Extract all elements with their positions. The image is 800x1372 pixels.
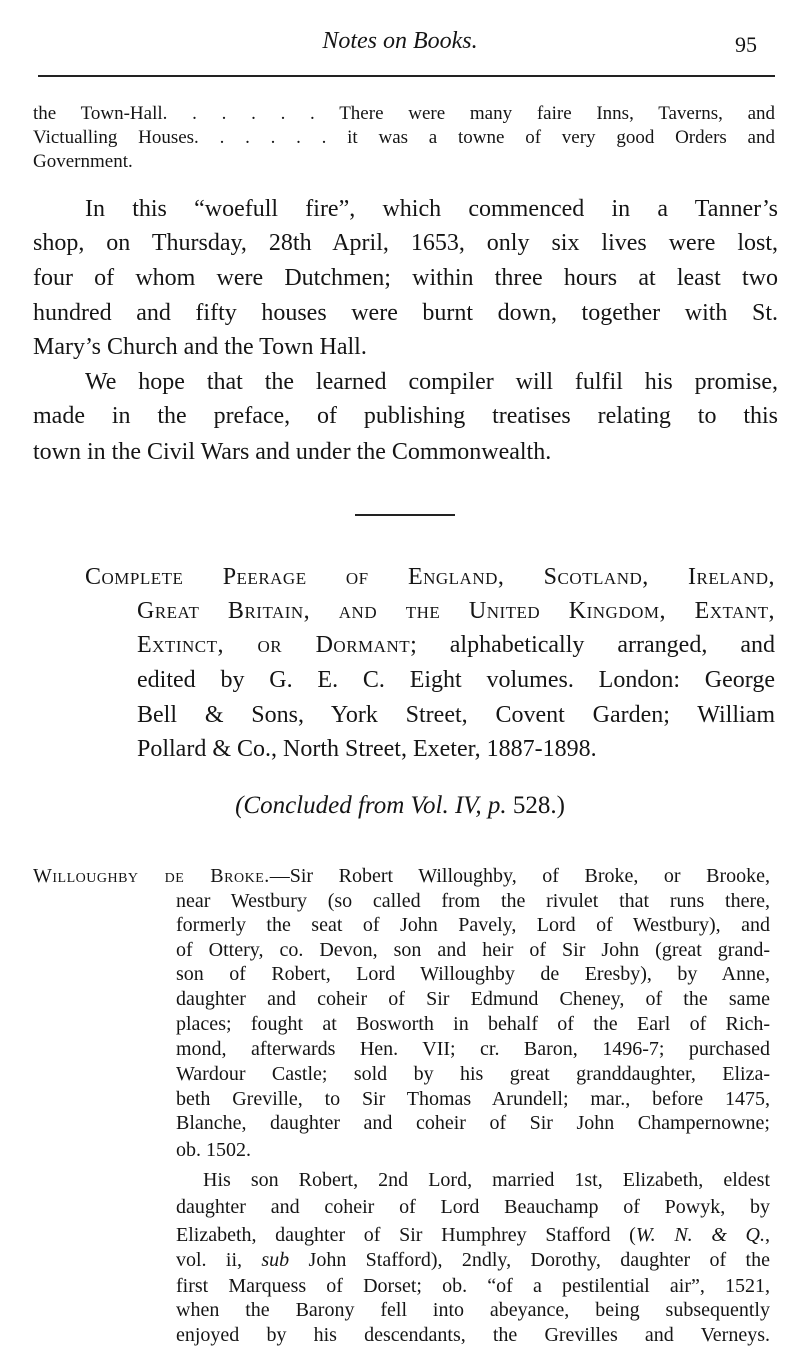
running-head-title: Notes on Books.: [322, 28, 478, 54]
text-run: formerly the seat of John Pavely, Lord of Westbury), and: [176, 914, 770, 936]
concluded-note: [0, 792, 800, 820]
text-run: son of Robert, Lord Willoughby de Eresby), by Anne,: [176, 963, 770, 985]
text-run: near Westbury (so called from the rivulet that runs there,: [176, 890, 770, 912]
text-run: Extinct, or Dormant: [137, 632, 411, 658]
text-run: edited by G. E. C. Eight volumes. London: George: [137, 667, 775, 693]
text-run: daughter and coheir of Sir Edmund Cheney, of the same: [176, 988, 770, 1010]
text-run: Elizabeth, daughter of Sir Humphrey Stafford (: [176, 1224, 636, 1246]
entry-line: [176, 989, 770, 1009]
paragraph-line: Government.: [33, 151, 133, 172]
entry-line: [176, 1014, 770, 1034]
text-run: Willoughby de Broke.: [33, 865, 270, 887]
paragraph-line: In this “woefull fire”, which commenced in a Tanner’s: [85, 196, 778, 222]
text-run: Pollard & Co., North Street, Exeter, 1887-1898.: [137, 736, 597, 762]
paragraph-line: the Town-Hall. . . . . . There were many faire Inns, Taverns, and: [33, 103, 775, 124]
text-run: Complete Peerage of England, Scotland, Ireland,: [85, 564, 775, 590]
text-run: Blanche, daughter and coheir of Sir John Champernowne;: [176, 1112, 770, 1134]
text-run: vol. ii,: [176, 1249, 262, 1271]
entry-line: [176, 1250, 770, 1270]
text-run: 528.): [506, 792, 565, 819]
text-run: Bell & Sons, York Street, Covent Garden; William: [137, 702, 775, 728]
paragraph-line: shop, on Thursday, 28th April, 1653, only six lives were lost,: [33, 230, 778, 256]
book-citation-line: [137, 633, 775, 657]
paragraph-line: hundred and fifty houses were burnt down, together with St.: [33, 300, 778, 326]
text-run: places; fought at Bosworth in behalf of the Earl of Rich-: [176, 1013, 770, 1035]
text-run: of Ottery, co. Devon, son and heir of Sir John (great grand-: [176, 939, 770, 961]
text-run: Great Britain, and the United Kingdom, Extant,: [137, 598, 775, 624]
section-divider: [355, 514, 455, 516]
text-run: W. N. & Q.: [635, 1224, 765, 1246]
book-citation-line: [85, 565, 775, 589]
entry-line: [176, 1276, 770, 1296]
entry-line: [176, 1300, 770, 1320]
paragraph-line: We hope that the learned compiler will fulfil his promise,: [85, 369, 778, 395]
entry-line: [176, 1039, 770, 1059]
entry-line: [176, 1064, 770, 1084]
book-citation-line: [137, 703, 775, 727]
paragraph-line: Victualling Houses. . . . . . it was a towne of very good Orders and: [33, 127, 775, 148]
text-run: ; alphabetically arranged, and: [410, 632, 775, 658]
text-run: —Sir Robert Willoughby, of Broke, or Brooke,: [269, 865, 770, 887]
entry-line: [176, 891, 770, 911]
text-run: daughter and coheir of Lord Beauchamp of Powyk, by: [176, 1196, 770, 1218]
book-citation-line: [137, 668, 775, 692]
paragraph-line: town in the Civil Wars and under the Commonwealth.: [33, 439, 552, 465]
paragraph-line: four of whom were Dutchmen; within three hours at least two: [33, 265, 778, 291]
book-citation-line: [137, 599, 775, 623]
text-run: beth Greville, to Sir Thomas Arundell; mar., before 1475,: [176, 1088, 770, 1110]
book-citation-line: [137, 737, 775, 761]
entry-line: [176, 964, 770, 984]
entry-line: [176, 1113, 770, 1133]
text-run: p.: [487, 792, 507, 819]
entry-line: [176, 1225, 770, 1245]
text-run: (Concluded from Vol. IV,: [235, 792, 488, 819]
text-run: Wardour Castle; sold by his great granddaughter, Eliza-: [176, 1063, 770, 1085]
text-run: enjoyed by his descendants, the Grevilles and Verneys.: [176, 1324, 770, 1346]
entry-line: [176, 915, 770, 935]
text-run: John Stafford), 2ndly, Dorothy, daughter of the: [289, 1249, 770, 1271]
text-run: ,: [765, 1224, 770, 1246]
text-run: sub: [261, 1249, 290, 1271]
entry-line: [176, 1325, 770, 1345]
text-run: His son Robert, 2nd Lord, married 1st, Elizabeth, eldest: [203, 1169, 770, 1191]
entry-line: [176, 1089, 770, 1109]
text-run: first Marquess of Dorset; ob. “of a pestilential air”, 1521,: [176, 1275, 770, 1297]
text-run: when the Barony fell into abeyance, being subsequently: [176, 1299, 770, 1321]
paragraph-line: made in the preface, of publishing treatises relating to this: [33, 403, 778, 429]
entry-line: [176, 1140, 770, 1160]
text-run: ob. 1502.: [176, 1139, 251, 1161]
header-rule: [38, 75, 775, 77]
text-run: mond, afterwards Hen. VII; cr. Baron, 1496-7; purchased: [176, 1038, 770, 1060]
paragraph-line: Mary’s Church and the Town Hall.: [33, 334, 367, 360]
entry-line: [203, 1170, 770, 1190]
entry-line: [176, 1197, 770, 1217]
entry-line: [33, 866, 770, 886]
page-number: 95: [735, 32, 757, 57]
entry-line: [176, 940, 770, 960]
